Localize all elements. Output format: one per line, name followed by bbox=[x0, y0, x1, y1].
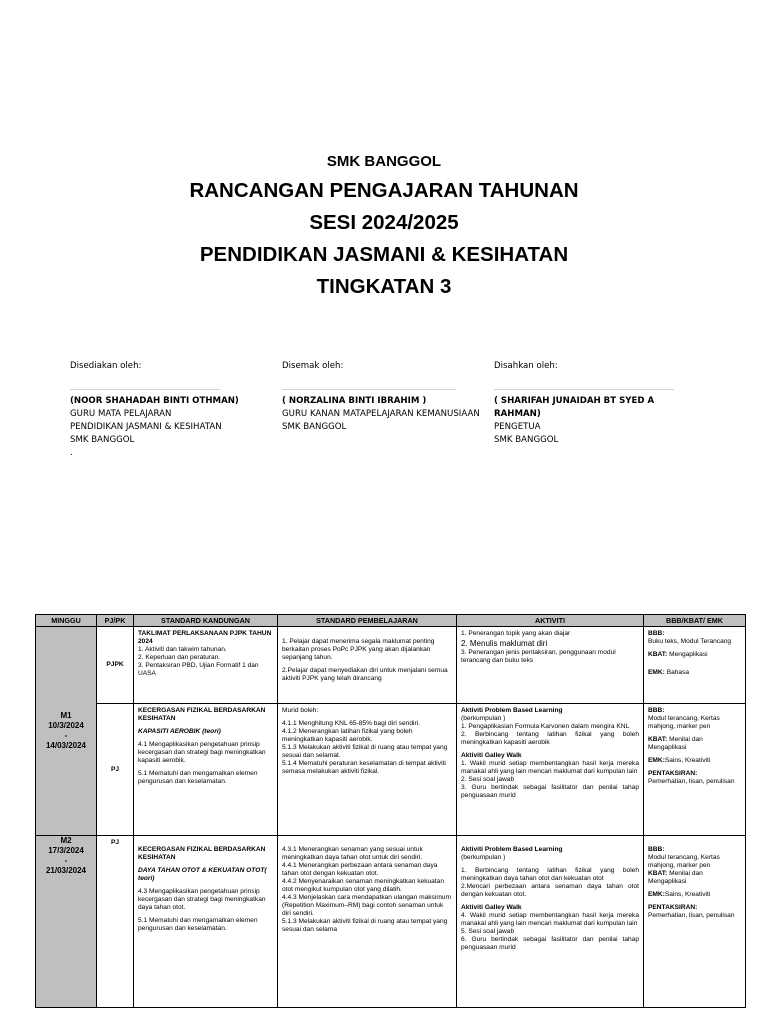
activity-item: (berkumpulan ) bbox=[461, 854, 506, 861]
signatory-role: PENDIDIKAN JASMANI & KESIHATAN bbox=[70, 422, 222, 432]
subject: PENDIDIKAN JASMANI & KESIHATAN bbox=[199, 243, 569, 266]
activity-item: 3. Guru bertindak sebagai fasilitator dan penilai tahap penguasaan murid bbox=[461, 784, 639, 799]
week-dash: - bbox=[64, 731, 68, 740]
assessment-label: PENTAKSIRAN: bbox=[648, 770, 698, 777]
activity-item: 4. Wakil murid setiap membentangkan hasil kerja mereka manakal ahli yang lain mencari maklumat dari kumpulan lain bbox=[461, 912, 639, 927]
emk-label: EMK: bbox=[648, 757, 665, 764]
kbat-label: KBAT: bbox=[648, 651, 668, 658]
kbat-label: KBAT: bbox=[648, 736, 668, 743]
resources-cell bbox=[644, 836, 746, 1008]
learning-standard-cell bbox=[278, 704, 457, 836]
signatory-name: ( SHARIFAH JUNAIDAH BT SYED A RAHMAN) bbox=[494, 396, 655, 419]
activity-item: 1. Penerangan topik yang akan diajar bbox=[461, 630, 571, 637]
signature-label: Disemak oleh: bbox=[282, 361, 344, 371]
bbb-value: Modul terancang, Kertas mahjong, marker pen bbox=[648, 854, 720, 869]
emk-value: Sains, Kreativiti bbox=[664, 891, 711, 898]
pj-cell: PJ bbox=[97, 704, 134, 836]
table-row bbox=[36, 627, 746, 704]
signatory-name: ( NORZALINA BINTI IBRAHIM ) bbox=[282, 396, 427, 406]
learning-item: 2.Pelajar dapat menyediakan diri untuk menjalani semua aktiviti PJPK yang telah dirancang bbox=[282, 667, 448, 682]
column-header: BBB/KBAT/ EMK bbox=[644, 615, 746, 627]
learning-standard-cell bbox=[278, 836, 457, 1008]
signatory-name: (NOOR SHAHADAH BINTI OTHMAN) bbox=[70, 396, 239, 406]
signatory-role: GURU KANAN MATAPELAJARAN KEMANUSIAAN bbox=[282, 409, 480, 419]
week-end: 14/03/2024 bbox=[45, 741, 87, 750]
week-cell bbox=[36, 836, 97, 1008]
resources-cell bbox=[644, 627, 746, 704]
week-dash: - bbox=[64, 856, 68, 865]
learning-item: 4.1.2 Menerangkan latihan fizikal yang boleh meningkatkan kapasiti aerobik. bbox=[282, 728, 413, 743]
signature-checked bbox=[282, 360, 487, 434]
school-name: SMK BANGGOL bbox=[326, 153, 442, 170]
activity-cell bbox=[457, 836, 644, 1008]
content-item: 1. Aktiviti dan takwim tahunan. bbox=[138, 646, 227, 653]
table-row bbox=[36, 704, 746, 836]
activity-heading: Aktiviti Problem Based Learning bbox=[461, 707, 563, 714]
content-standard-cell bbox=[134, 836, 278, 1008]
activity-heading: Aktiviti Problem Based Learning bbox=[461, 846, 563, 853]
signature-line: ………………………………………………………………… bbox=[70, 385, 220, 392]
emk-label: EMK: bbox=[648, 891, 665, 898]
week-number: M2 bbox=[60, 836, 72, 845]
content-item: 4.1 Mengaplikasikan pengetahuan prinsip kecergasan dan strategi bagi meningkatkan kapasiti aerobik. bbox=[138, 741, 266, 764]
learning-intro: Murid boleh: bbox=[282, 707, 319, 714]
content-title: TAKLIMAT PERLAKSANAAN PJPK TAHUN 2024 bbox=[138, 630, 272, 645]
content-item: 3. Pentaksiran PBD, Ujian Formatif 1 dan UASA bbox=[138, 662, 259, 677]
week-end: 21/03/2024 bbox=[45, 866, 87, 875]
content-standard-cell bbox=[134, 627, 278, 704]
pj-cell: PJPK bbox=[97, 627, 134, 704]
activity-item: 1. Wakil murid setiap membentangkan hasil kerja mereka manakal ahli yang lain mencari maklumat dari kumpulan lain bbox=[461, 760, 639, 775]
pj-cell: PJ bbox=[97, 836, 134, 1008]
doc-title: RANCANGAN PENGAJARAN TAHUNAN bbox=[189, 179, 579, 202]
signature-line: ……………………………………………………………………………… bbox=[494, 385, 674, 392]
signatory-role: PENGETUA bbox=[494, 422, 541, 432]
content-title: KECERGASAN FIZIKAL BERDASARKAN KESIHATAN bbox=[138, 707, 266, 722]
emk-value: Sains, Kreativiti bbox=[664, 757, 711, 764]
activity-item: 2. Sesi soal jawab bbox=[461, 776, 515, 783]
table-row bbox=[36, 836, 746, 1008]
activity-item: 2. Berbincang tentang latihan fizikal yang boleh meningkatkan kapasiti aerobik bbox=[461, 731, 639, 746]
kbat-value: Menilai dan Mengaplikasi bbox=[648, 736, 703, 751]
bbb-value: Modul terancang, Kertas mahjong, marker pen bbox=[648, 715, 720, 730]
activity-item: 3. Penerangan jenis pentaksiran, penggunaan modul terancang dan buku teks bbox=[461, 649, 616, 664]
content-item: 4.3 Mengaplikasikan pengetahuan prinsip kecergasan dan strategi bagi meningkatkan daya tahan otot. bbox=[138, 888, 266, 911]
emk-label: EMK: bbox=[648, 669, 665, 676]
week-start: 17/3/2024 bbox=[48, 846, 84, 855]
learning-item: 4.1.1 Menghitung KNL 65-85% bagi diri sendiri. bbox=[282, 720, 420, 727]
yearly-plan-table bbox=[35, 614, 746, 1008]
learning-item: 5.1.4 Mematuhi peraturan keselamatan di tempat aktiviti semasa melakukan aktiviti fizikal. bbox=[282, 760, 446, 775]
session: SESI 2024/2025 bbox=[309, 211, 459, 234]
activity-item: 1. Berbincang tentang latihan fizikal yang boleh meningkatkan daya tahan otot dan kekuatan otot bbox=[461, 867, 639, 882]
bbb-label: BBB: bbox=[648, 630, 665, 637]
column-header: PJ/PK bbox=[97, 615, 134, 627]
learning-item: 5.1.3 Melakukan aktiviti fizikal di ruang atau tempat yang sesuai dan selamat. bbox=[282, 744, 448, 759]
learning-item: 1. Pelajar dapat menerima segala maklumat penting berkaitan proses PoPc PJPK yang akan dijalankan sepanjang tahun. bbox=[282, 638, 435, 661]
emk-value: Bahasa bbox=[664, 669, 690, 676]
learning-standard-cell bbox=[278, 627, 457, 704]
column-header: STANDARD PEMBELAJARAN bbox=[278, 615, 457, 627]
signatory-role: GURU MATA PELAJARAN bbox=[70, 409, 172, 419]
signature-prepared bbox=[70, 360, 270, 460]
activity-item: 1. Pengaplikasian Formula Karvonen dalam mengira KNL bbox=[461, 723, 630, 730]
content-subtitle: DAYA TAHAN OTOT & KEKUATAN OTOT( teori) bbox=[138, 867, 267, 882]
signatory-school: SMK BANGGOL bbox=[70, 435, 135, 445]
content-title: KECERGASAN FIZIKAL BERDASARKAN KESIHATAN bbox=[138, 846, 266, 861]
content-item: 5.1 Mematuhi dan mengamalkan elemen pengurusan dan keselamatan. bbox=[138, 770, 258, 785]
column-header: MINGGU bbox=[36, 615, 97, 627]
assessment-value: Pemerhatian, lisan, penulisan bbox=[648, 778, 735, 785]
bbb-label: BBB: bbox=[648, 846, 665, 853]
bbb-label: BBB: bbox=[648, 707, 665, 714]
content-subtitle: KAPASITI AEROBIK (teori) bbox=[138, 728, 221, 735]
week-cell bbox=[36, 627, 97, 836]
signatory-school: SMK BANGGOL bbox=[494, 435, 559, 445]
activity-item: 5. Sesi soal jawab bbox=[461, 928, 515, 935]
activity-cell bbox=[457, 704, 644, 836]
content-item: 2. Keperluan dan peraturan. bbox=[138, 654, 221, 661]
activity-item: 2. Menulis maklumat diri bbox=[461, 639, 548, 648]
signature-label: Disahkan oleh: bbox=[494, 361, 558, 371]
bbb-value: Buku teks, Modul Terancang bbox=[648, 638, 732, 645]
signatory-school: SMK BANGGOL bbox=[282, 422, 347, 432]
title-block bbox=[0, 150, 768, 303]
activity-cell bbox=[457, 627, 644, 704]
learning-item: 4.4.1 Menerangkan perbezaan antara senaman daya tahan otot dengan kekuatan otot. bbox=[282, 862, 438, 877]
activity-item: 6. Guru bertindak sebagai fasilitator dan penilai tahap penguasaan murid bbox=[461, 936, 639, 951]
signatory-note: . bbox=[70, 448, 73, 458]
learning-item: 4.3.1 Menerangkan senaman yang sesuai untuk meningkatkan daya tahan otot untuk diri sendiri. bbox=[282, 846, 423, 861]
content-standard-cell bbox=[134, 704, 278, 836]
signature-line: …………………………………………………………………………… bbox=[282, 385, 456, 392]
signature-approved bbox=[494, 360, 694, 447]
learning-item: 4.4.3 Menjelaskan cara mendapatkan ulangan maksimum (Repetition Maximum–RM) bagi contoh senaman untuk diri sendiri. bbox=[282, 894, 451, 917]
week-number: M1 bbox=[60, 711, 72, 720]
learning-item: 4.4.2 Menyenaraikan senaman meningkatkan kekuatan otot mengikut kumpulan otot yang dilatih. bbox=[282, 878, 445, 893]
assessment-label: PENTAKSIRAN: bbox=[648, 904, 698, 911]
content-item: 5.1 Mematuhi dan mengamalkan elemen pengurusan dan keselamatan. bbox=[138, 917, 258, 932]
form-level: TINGKATAN 3 bbox=[316, 275, 452, 298]
assessment-value: Pemerhatian, lisan, penulisan bbox=[648, 912, 735, 919]
table-header-row bbox=[36, 615, 746, 627]
kbat-value: Mengaplikasi bbox=[667, 651, 708, 658]
kbat-value: Menilai dan Mengaplikasi bbox=[648, 870, 703, 885]
resources-cell bbox=[644, 704, 746, 836]
activity-heading: Aktiviti Galley Walk bbox=[461, 904, 522, 911]
signature-label: Disediakan oleh: bbox=[70, 361, 142, 371]
column-header: AKTIVITI bbox=[457, 615, 644, 627]
activity-heading: Aktiviti Galley Walk bbox=[461, 752, 522, 759]
kbat-label: KBAT: bbox=[648, 870, 668, 877]
activity-item: (berkumpulan ) bbox=[461, 715, 506, 722]
activity-item: 2.Mencari perbezaan antara senaman daya tahan otot dengan kekuatan otot. bbox=[461, 883, 639, 898]
learning-item: 5.1.3 Melakukan aktiviti fizikal di ruang atau tempat yang sesuai dan selama bbox=[282, 918, 448, 933]
week-start: 10/3/2024 bbox=[48, 721, 84, 730]
column-header: STANDARD KANDUNGAN bbox=[134, 615, 278, 627]
